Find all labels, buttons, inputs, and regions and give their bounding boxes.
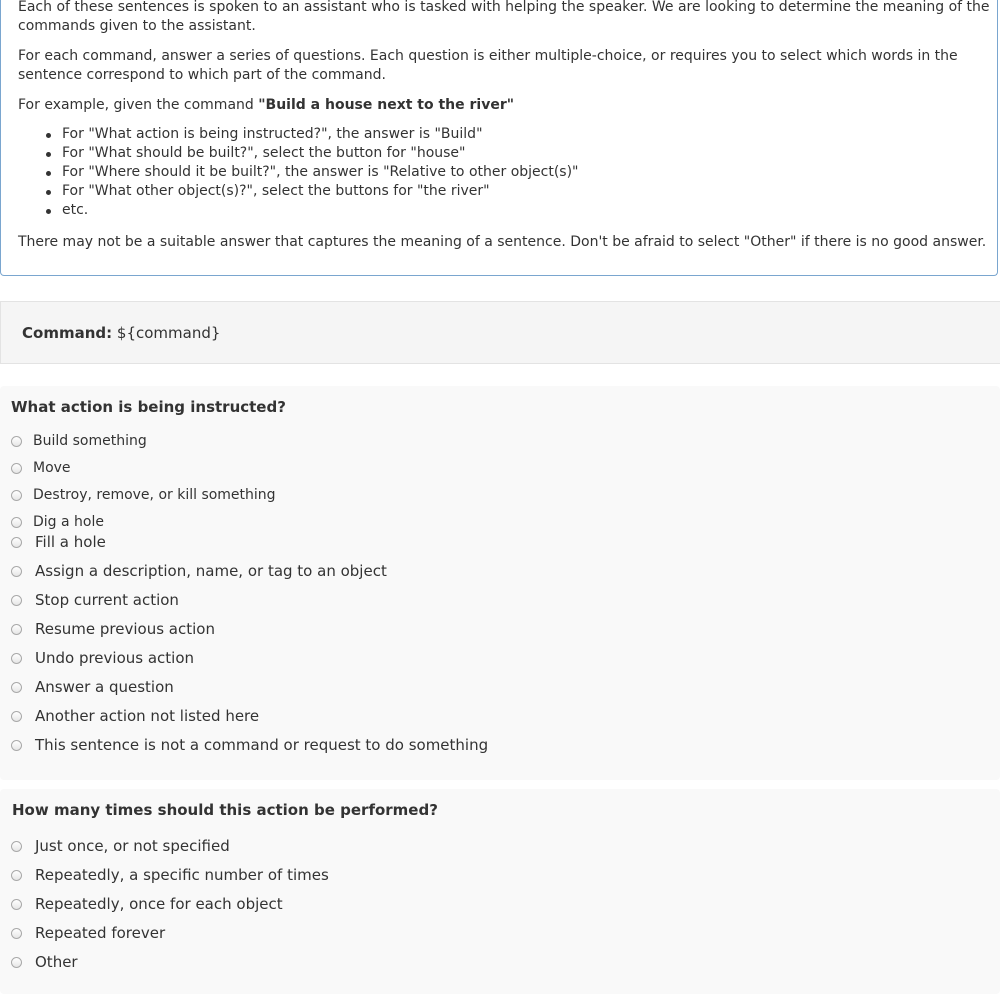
closing-note: There may not be a suitable answer that captures the meaning of a sentence. Don't be afraid to select "Other" if there is no good answer.: [18, 234, 987, 250]
question-title: What action is being instructed?: [11, 398, 286, 416]
example-line: [18, 96, 514, 115]
radio-button[interactable]: [11, 711, 22, 722]
radio-button[interactable]: [11, 653, 22, 664]
example-command: "Build a house next to the river": [258, 97, 515, 113]
command-label: Command:: [22, 324, 113, 342]
radio-button[interactable]: [11, 899, 22, 910]
example-prefix: For example, given the command: [18, 97, 259, 113]
intro-text-line-1: Each of these sentences is spoken to an assistant who is tasked with helping the speaker. We are looking to determine the meaning of the: [18, 0, 990, 15]
radio-button[interactable]: [11, 624, 22, 635]
question-title: How many times should this action be performed?: [12, 801, 438, 819]
radio-button[interactable]: [11, 928, 22, 939]
radio-button[interactable]: [11, 537, 22, 548]
instructions-panel: Each of these sentences is spoken to an assistant who is tasked with helping the speaker. We are looking to determine the meaning of the commands given to the assistant. For each command, answer a series of questions. Each question is either multiple-choice, or requires you to select which words in the sentence correspond to which part of the command. For example, given the command "Build a house next to the river" For "What action is being instructed?", the answer is "Build" For "What should be built?", select the button for "house" For "Where should it be built?", the answer is "Relative to other object(s)" For "What other object(s)?", select the buttons for "the river" etc. There may not be a suitable answer that captures the meaning of a sentence. Don't be afraid to select "Other" if there is no good answer.: [0, 0, 998, 276]
radio-button[interactable]: [11, 841, 22, 852]
command-value: ${command}: [116, 324, 221, 342]
radio-button[interactable]: [11, 517, 22, 528]
instructions-text-line-1: For each command, answer a series of questions. Each question is either multiple-choice, or requires you to select which words in the: [18, 48, 958, 64]
radio-button[interactable]: [11, 490, 22, 501]
radio-button[interactable]: [11, 463, 22, 474]
radio-button[interactable]: [11, 740, 22, 751]
radio-button[interactable]: [11, 957, 22, 968]
instructions-text-line-2: sentence correspond to which part of the command.: [18, 67, 386, 83]
radio-button[interactable]: [11, 566, 22, 577]
radio-button[interactable]: [11, 436, 22, 447]
command-panel: [0, 301, 1000, 364]
radio-button[interactable]: [11, 870, 22, 881]
radio-button[interactable]: [11, 682, 22, 693]
question-repeat-count: How many times should this action be performed? Just once, or not specified Repeatedly, a specific number of times Repeatedly, once for each object Repeated forever Other: [0, 789, 1000, 994]
question-action-type: What action is being instructed? Build something Move Destroy, remove, or kill something Dig a hole Fill a hole Assign a description, name, or tag to an object Stop current action Resume previous action Undo previous action Answer a question Another action not listed here This sentence is not a command or request to do something: [0, 386, 1000, 780]
intro-text-line-2: commands given to the assistant.: [18, 18, 256, 34]
radio-button[interactable]: [11, 595, 22, 606]
